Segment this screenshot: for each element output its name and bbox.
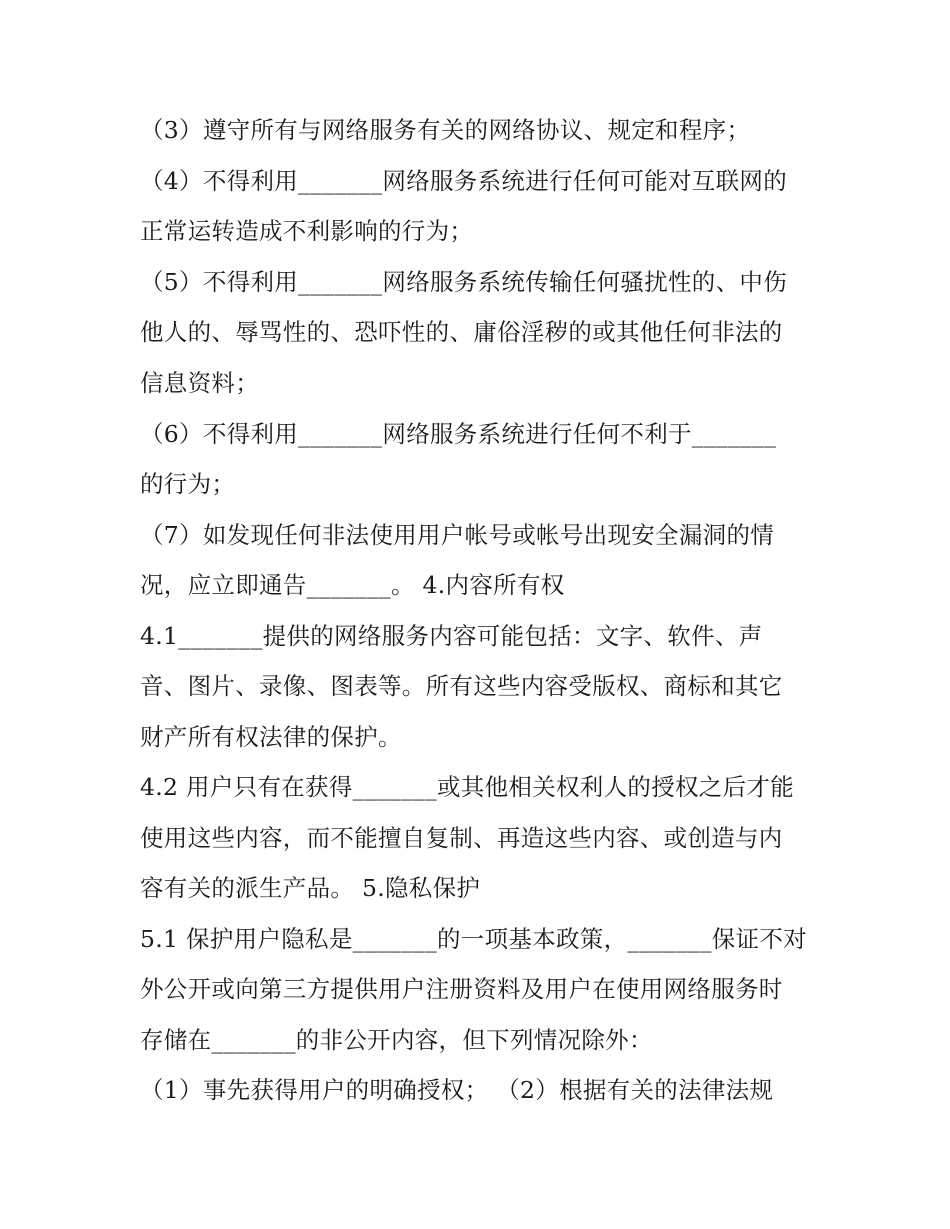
text-line: （1）事先获得用户的明确授权； （2）根据有关的法律法规 — [140, 1076, 774, 1104]
text-line: 音、图片、录像、图表等。所有这些内容受版权、商标和其它 — [140, 672, 783, 700]
text-line: 信息资料； — [140, 369, 259, 397]
text-line: 5.1 保护用户隐私是_______的一项基本政策，_______保证不对 — [140, 925, 807, 953]
text-line: （3）遵守所有与网络服务有关的网络协议、规定和程序； — [140, 116, 751, 144]
text-line: （5）不得利用_______网络服务系统传输任何骚扰性的、中伤 — [140, 268, 788, 296]
text-line: （7）如发现任何非法使用用户帐号或帐号出现安全漏洞的情 — [140, 521, 775, 549]
text-line: 使用这些内容，而不能擅自复制、再造这些内容、或创造与内 — [140, 824, 783, 852]
text-line: 正常运转造成不利影响的行为； — [140, 217, 474, 245]
text-line: 存储在_______的非公开内容，但下列情况除外： — [140, 1026, 653, 1054]
text-line: （6）不得利用_______网络服务系统进行任何不利于_______ — [140, 420, 777, 448]
text-line: 容有关的派生产品。 5.隐私保护 — [140, 874, 481, 902]
text-line: （4）不得利用_______网络服务系统进行任何可能对互联网的 — [140, 167, 788, 195]
text-line: 他人的、辱骂性的、恐吓性的、庸俗淫秽的或其他任何非法的 — [140, 318, 783, 346]
text-line: 况，应立即通告_______。 4.内容所有权 — [140, 571, 565, 599]
text-line: 财产所有权法律的保护。 — [140, 723, 402, 751]
text-line: 4.2 用户只有在获得_______或其他相关权利人的授权之后才能 — [140, 773, 794, 801]
text-line: 4.1_______提供的网络服务内容可能包括：文字、软件、声 — [140, 622, 763, 650]
text-line: 外公开或向第三方提供用户注册资料及用户在使用网络服务时 — [140, 975, 783, 1003]
text-line: 的行为； — [140, 470, 236, 498]
